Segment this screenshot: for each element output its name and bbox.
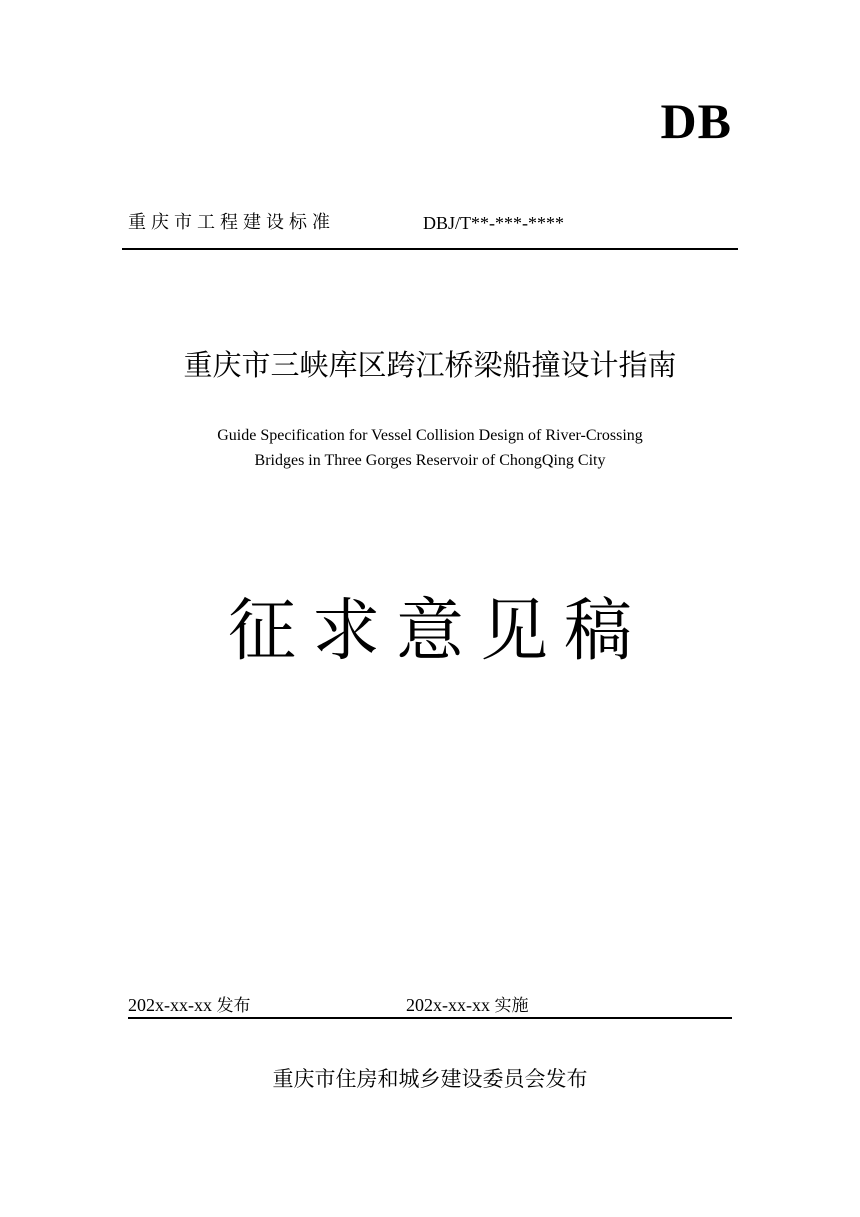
standard-info-row bbox=[128, 210, 728, 236]
implement-date: 202x-xx-xx bbox=[406, 995, 490, 1015]
dates-row bbox=[128, 993, 732, 1017]
draft-status-label: 征求意见稿 bbox=[227, 592, 648, 671]
implement-label: 实施 bbox=[494, 996, 529, 1016]
header-divider bbox=[122, 248, 738, 250]
english-title-line-2: Bridges in Three Gorges Reservoir of ChongQing City bbox=[254, 452, 606, 469]
document-title-english bbox=[0, 423, 860, 473]
publisher: 重庆市住房和城乡建设委员会发布 bbox=[272, 1067, 588, 1091]
english-title-line-1: Guide Specification for Vessel Collision Design of River-Crossing bbox=[217, 427, 643, 444]
issue-date: 202x-xx-xx bbox=[128, 995, 212, 1015]
issue-date-group bbox=[128, 993, 251, 1018]
footer-divider bbox=[128, 1017, 732, 1019]
standard-mark-db: DB bbox=[660, 93, 732, 149]
document-title-chinese: 重庆市三峡库区跨江桥梁船撞设计指南 bbox=[183, 348, 677, 382]
implement-date-group bbox=[406, 993, 529, 1018]
standard-code: DBJ/T**-***-**** bbox=[423, 213, 564, 233]
issue-label: 发布 bbox=[216, 996, 251, 1016]
standard-type: 重庆市工程建设标准 bbox=[128, 212, 335, 233]
